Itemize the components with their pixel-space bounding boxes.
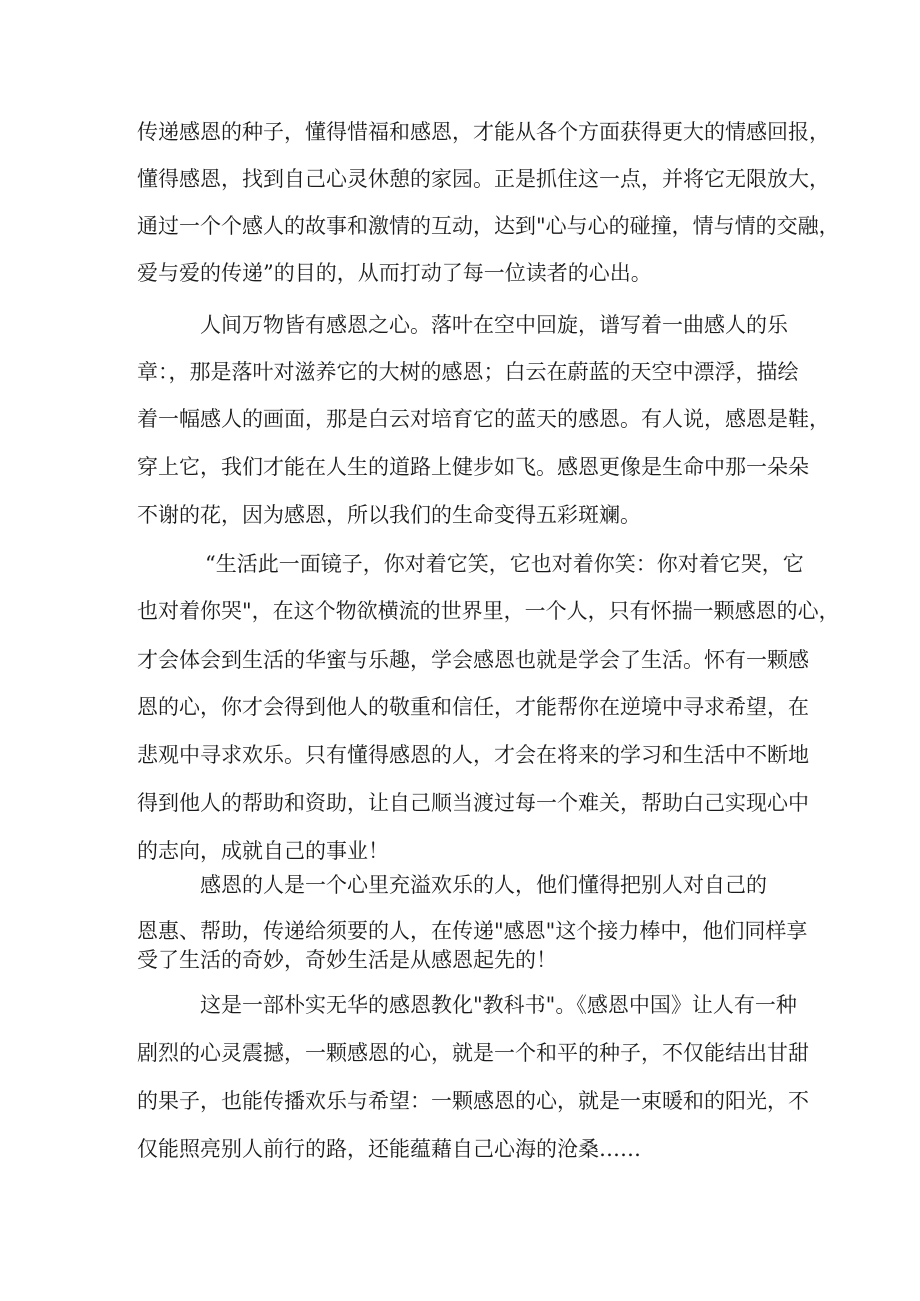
paragraph-2-line-4: 穿上它，我们才能在人生的道路上健步如飞。感恩更像是生命中那一朵朵 [137,455,809,479]
paragraph-5-line-4: 仅能照亮别人前行的路，还能蕴藉自己心海的沧桑…… [137,1137,641,1161]
paragraph-2-line-5: 不谢的花，因为感恩，所以我们的生命变得五彩斑斓。 [137,503,641,527]
paragraph-3-line-5: 悲观中寻求欢乐。只有懂得感恩的人，才会在将来的学习和生活中不断地 [137,743,809,767]
paragraph-4-line-2: 恩惠、帮助，传递给须要的人，在传递"感恩"这个接力棒中，他们同样享 [137,919,808,943]
paragraph-1-line-1: 传递感恩的种子，懂得惜福和感恩，才能从各个方面获得更大的情感回报， [137,120,830,144]
paragraph-1-line-4: 爱与爱的传递”的目的，从而打动了每一位读者的心出。 [137,261,652,285]
paragraph-5-line-2: 剧烈的心灵震撼，一颗感恩的心，就是一个和平的种子，不仅能结出甘甜 [137,1041,809,1065]
paragraph-2-line-3: 着一幅感人的画面，那是白云对培育它的蓝天的感恩。有人说，感恩是鞋， [137,407,830,431]
paragraph-5-line-3: 的果子，也能传播欢乐与希望：一颗感恩的心，就是一束暖和的阳光，不 [137,1089,809,1113]
paragraph-1-line-2: 懂得感恩，找到自己心灵休憩的家园。正是抓住这一点，并将它无限放大， [137,167,830,191]
paragraph-3-line-2: 也对着你哭"，在这个物欲横流的世界里，一个人，只有怀揣一颗感恩的心， [137,599,840,623]
paragraph-4-line-3: 受了生活的奇妙，奇妙生活是从感恩起先的！ [137,948,557,972]
paragraph-3-line-6: 得到他人的帮助和资助，让自己顺当渡过每一个难关，帮助白己实现心中 [137,791,809,815]
paragraph-1-line-3: 通过一个个感人的故事和激情的互动，达到"心与心的碰撞，情与情的交融， [137,214,840,238]
paragraph-3-line-7: 的志向，成就自己的事业！ [137,839,389,863]
paragraph-3-line-4: 恩的心，你才会得到他人的敬重和信任，才能帮你在逆境中寻求希望，在 [137,695,809,719]
paragraph-3-line-3: 才会体会到生活的华蜜与乐趣，学会感恩也就是学会了生活。怀有一颗感 [137,648,809,672]
paragraph-5-line-1: 这是一部朴实无华的感恩教化"教科书"。《感恩中国》让人有一种 [200,993,797,1017]
paragraph-4-line-1: 感恩的人是一个心里充溢欢乐的人，他们懂得把别人对自己的 [200,873,767,897]
paragraph-3-line-1: “生活此一面镜子，你对着它笑，它也对着你笑：你对着它哭，它 [205,552,804,576]
paragraph-2-line-2: 章：，那是落叶对滋养它的大树的感恩；白云在蔚蓝的天空中漂浮，描绘 [137,360,799,384]
paragraph-2-line-1: 人间万物皆有感恩之心。落叶在空中回旋，谱写着一曲感人的乐 [200,313,788,337]
